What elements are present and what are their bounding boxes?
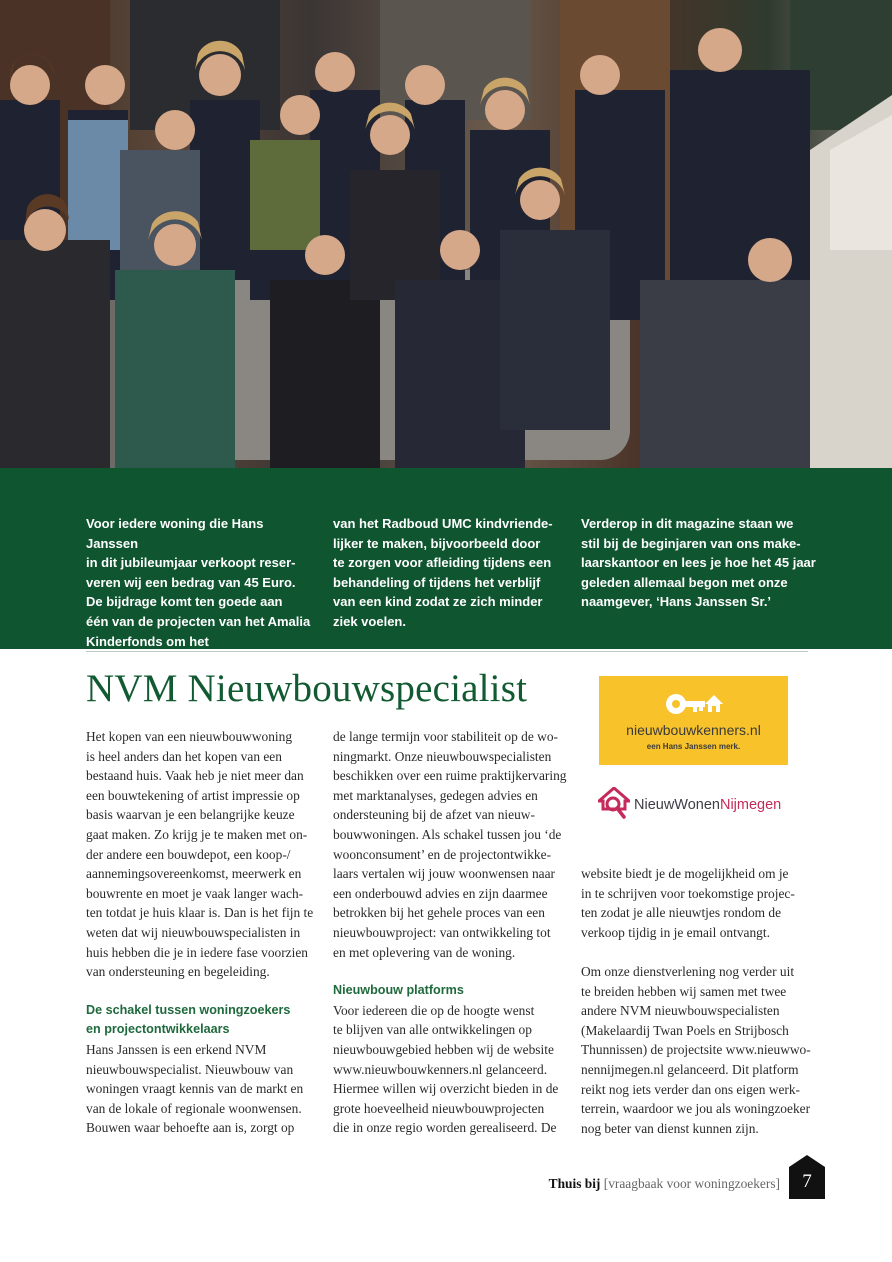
nieuwwonennijmegen-logo <box>598 787 798 823</box>
intro-text-1: Voor iedere woning die Hans Janssen in dit jubileumjaar verkoopt reser- veren wij een bedrag van 45 Euro. De bijdrage komt ten goede aan één van de projecten van het Amalia Kinderfonds om het kinderziekenhuis <box>86 516 311 669</box>
article-paragraph: Hans Janssen is een erkend NVM nieuwbouwspecialist. Nieuwbouw van woningen vraagt kennis van de markt en van de lokale of regionale woonwensen. Bouwen waar behoefte aan is, zorgt op <box>86 1041 304 1136</box>
article-paragraph: Voor iedereen die op de hoogte wenst te blijven van alle ontwikkelingen op nieuwbouwgebied hebben wij de website www.nieuwbouwkenners.nl gelanceerd. Hiermee willen wij overzicht bieden in de grote hoeveelheid nieuwbouwprojecten die in onze regio worden gerealiseerd. De <box>333 1002 559 1136</box>
article-paragraph: de lange termijn voor stabiliteit op de wo- ningmarkt. Onze nieuwbouwspecialisten beschikken over een ruime praktijkervaring met marktanalyses, gedegen advies en ondersteuning bij de afzet van nieuw- bouwwoningen. Als schakel tussen jou ‘de woonconsument’ en de projectontwikke- laars vertalen wij jouw woonwensen naar een onderbouwd advies en zijn daarmee betrokken bij het gehele proces van een nieuwbouwproject: van ontwikkeling tot en met oplevering van de woning. <box>333 729 567 960</box>
article-paragraph: website biedt je de mogelijkheid om je in te schrijven voor toekomstige projec- ten zodat je alle nieuwtjes rondom de verkoop tijdig in je email ontvangt. <box>581 866 795 940</box>
team-photo <box>0 0 892 468</box>
intro-column-1 <box>86 514 316 671</box>
nieuwwonennijmegen-wordmark <box>634 797 781 813</box>
article-column-1 <box>86 727 321 1138</box>
nieuwbouwkenners-tagline: een Hans Janssen merk. <box>646 742 741 751</box>
page-number: 7 <box>802 1171 812 1192</box>
wordmark-part-1: NieuwWonen <box>634 797 720 813</box>
article-paragraph: Het kopen van een nieuwbouwwoning is heel anders dan het kopen van een bestaand huis. Vaak heb je niet meer dan een bouwtekening of artist impressie op basis waarvan je een belangrijke keuze gaat maken. Zo krijg je te maken met on- der andere een bouwdepot, een koop-/ aannemingsovereenkomst, meerwerk en bouwrente en moet je vaak langer wach- ten totdat je huis klaar is. Dan is het fijn te weten dat wij nieuwbouwspecialisten in huis hebben die je in iedere fase voorzien van ondersteuning en begeleiding. <box>86 729 314 980</box>
page-title: NVM Nieuwbouwspecialist <box>86 667 528 710</box>
nieuwbouwkenners-name: nieuwbouwkenners.nl <box>626 722 761 738</box>
intro-text-2: van het Radboud UMC kindvriende- lijker te maken, bijvoorbeeld door te zorgen voor afleiding tijdens een behandeling of tijdens het verblijf van een kind zodat ze zich minder ziek voelen. <box>333 516 553 629</box>
page-number-badge <box>789 1155 825 1199</box>
team-photo-illustration <box>0 0 892 468</box>
house-search-icon <box>598 787 630 821</box>
nieuwbouwkenners-logo <box>599 676 788 765</box>
wordmark-part-2: Nijmegen <box>719 797 782 813</box>
article-column-2 <box>333 727 568 1138</box>
intro-band <box>0 468 892 669</box>
footer-label <box>549 1176 780 1192</box>
subheading-schakel: De schakel tussen woningzoekers en projectontwikkelaars <box>86 1002 291 1037</box>
footer-tagline: [vraagbaak voor woningzoekers] <box>603 1176 780 1191</box>
subheading-platforms: Nieuwbouw platforms <box>333 983 464 998</box>
intro-column-3 <box>581 514 816 612</box>
article-column-3 <box>581 864 816 1138</box>
article-paragraph: Om onze dienstverlening nog verder uit te breiden hebben wij samen met twee andere NVM nieuwbouwspecialisten (Makelaardij Twan Poels en Strijbosch Thunnissen) de projectsite www.nieuwwo- nennijmegen.nl gelanceerd. Dit platform reikt nog iets verder dan ons eigen werk- terrein, waardoor we jou als woningzoeker nog beter van dienst kunnen zijn. <box>581 963 811 1136</box>
intro-column-2 <box>333 514 563 632</box>
divider <box>86 651 808 652</box>
key-icon <box>665 690 723 718</box>
intro-text-3: Verderop in dit magazine staan we stil bij de beginjaren van ons make- laarskantoor en lees je hoe het 45 jaar geleden allemaal begon met onze naamgever, ‘Hans Janssen Sr.’ <box>581 516 816 610</box>
footer-brand: Thuis bij <box>548 1176 601 1191</box>
